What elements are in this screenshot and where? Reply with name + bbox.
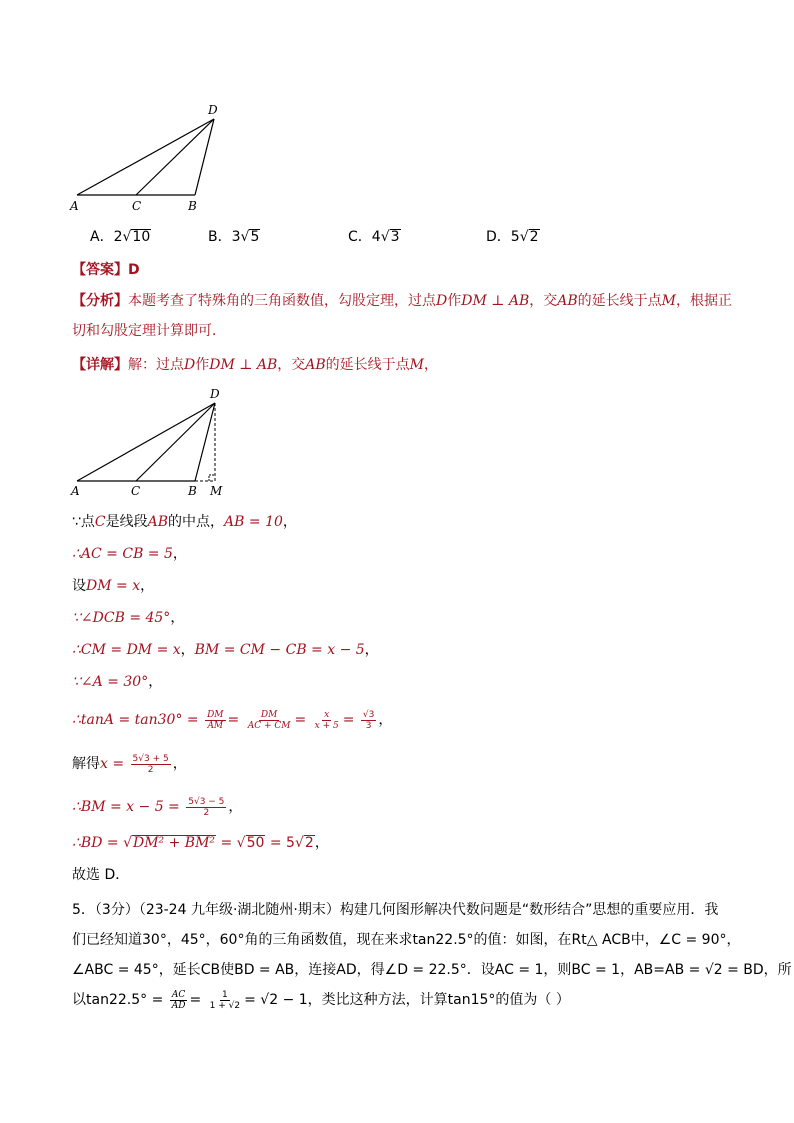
equation: BM = CM − CB = x − 5 [194, 642, 365, 658]
denominator: x + 5 [314, 720, 339, 731]
step-text: ， [282, 514, 297, 530]
point-d: D [436, 293, 448, 309]
right-angle-mark [209, 475, 215, 481]
equals-sign: = [189, 992, 202, 1008]
analysis-line-2 [72, 320, 226, 342]
ab-value: AB = 10 [224, 514, 283, 530]
fraction [313, 710, 341, 731]
fraction [205, 710, 225, 731]
analysis-tag: 【分析】 [72, 293, 128, 309]
step-10: ∴BD = √DM² + BM² = √50 = 5√2， [72, 835, 329, 851]
step-text: ， [180, 642, 195, 658]
segment-ad [77, 403, 215, 481]
step-text: ， [172, 546, 187, 562]
option-radicand: 3 [390, 229, 400, 245]
step-text: ， [170, 610, 185, 626]
label-b: B [188, 199, 197, 213]
equation: ∴BD = [72, 835, 119, 851]
point-m: M [409, 357, 425, 373]
segment-bd [195, 403, 215, 481]
step-1 [72, 511, 297, 533]
numerator: DM [207, 709, 224, 720]
numerator: 1 [222, 989, 228, 1000]
denominator: AD [171, 1000, 186, 1011]
label-c: C [131, 484, 141, 498]
denominator: 3 [365, 720, 372, 731]
step-text: ， [148, 674, 163, 690]
segment-cd [136, 119, 214, 195]
equals-sign: = [220, 835, 233, 851]
segment-ab-ref: AB [305, 357, 326, 373]
fraction [208, 990, 242, 1011]
label-b: B [188, 484, 197, 498]
radicand: 50 [246, 835, 265, 851]
label-c: C [132, 199, 142, 213]
step-11 [72, 864, 129, 886]
triangle-figure-2-svg [60, 384, 250, 499]
denominator: 1 + √2 [209, 1000, 241, 1011]
denominator: 2 [147, 764, 154, 775]
question-text: 们已经知道30°，45°，60°角的三角函数值，现在来求tan22.5°的值：如图，在Rt△ ACB中，∠C = 90°， [72, 932, 741, 948]
segment-ab-ref: AB [147, 514, 169, 530]
option-letter: C． [348, 229, 372, 245]
equation: DM = x [86, 578, 141, 594]
question-text: ∠ABC = 45°，延长CB使BD = AB，连接AD，得∠D = 22.5°．设AC = 1，则BC = 1，AB=AB = √2 = BD，所 [72, 962, 792, 978]
step-text: ， [314, 835, 329, 851]
step-6 [72, 671, 162, 693]
option-coef: 3 [231, 229, 241, 245]
point-c: C [94, 514, 106, 530]
step-text: 是线段 [105, 514, 148, 530]
perpendicular-expr: DM ⊥ AB [209, 357, 278, 373]
step-3 [72, 575, 154, 597]
option-letter: A． [90, 229, 114, 245]
detail-text: 解：过点 [128, 357, 184, 373]
segment-ab-ref: AB [557, 293, 578, 309]
fraction [361, 710, 376, 731]
equals-sign: = [227, 712, 240, 728]
denominator: AC + CM [247, 720, 291, 731]
question-text: 5．（3分）（23-24 九年级·湖北随州·期末）构建几何图形解决代数问题是“数形结合”思想的重要应用．我 [72, 902, 719, 918]
question-text: = √2 − 1，类比这种方法，计算tan15°的值为（ ） [244, 992, 570, 1008]
step-text: ， [172, 756, 187, 772]
analysis-text: 本题考查了特殊角的三角函数值，勾股定理，过点 [128, 293, 436, 309]
label-a: A [71, 484, 80, 498]
step-text: 解得 [72, 756, 100, 772]
detail-text: ， [424, 357, 439, 373]
analysis-text: ，交 [529, 293, 558, 309]
step-text: ， [378, 712, 393, 728]
equation: ∴AC = CB = 5 [72, 546, 173, 562]
step-text: ， [228, 799, 243, 815]
step-text: ∵点 [72, 514, 95, 530]
label-d: D [208, 103, 218, 117]
radicand: DM² + BM² [132, 835, 216, 851]
triangle-figure-1 [60, 100, 240, 215]
step-text: 的中点， [168, 514, 225, 530]
segment-cd [136, 403, 215, 481]
option-coef: 5 [510, 229, 520, 245]
point-d: D [184, 357, 196, 373]
option-radicand: 5 [250, 229, 260, 245]
answer-value: D [128, 262, 140, 278]
radicand: 2 [304, 835, 314, 851]
question-text-line-4 [72, 985, 722, 1015]
answer-tag: 【答案】 [72, 262, 128, 278]
analysis-text: 的延长线于点 [577, 293, 662, 309]
option-coef: 2 [113, 229, 123, 245]
analysis-text: 作 [447, 293, 462, 309]
segment-ad [77, 119, 214, 195]
label-d: D [210, 387, 220, 401]
option-letter: D． [486, 229, 511, 245]
option-d[interactable]: D．5√2 [486, 229, 539, 245]
triangle-figure-2 [60, 384, 250, 499]
denominator: AM [207, 720, 224, 731]
option-a[interactable]: A．2√10 [90, 229, 151, 245]
step-text: ， [140, 578, 155, 594]
option-radicand: 10 [132, 229, 151, 245]
point-m: M [661, 293, 677, 309]
detail-tag: 【详解】 [72, 357, 128, 373]
equation: ∴BM = x − 5 = [72, 799, 180, 815]
option-b[interactable]: B．3√5 [208, 229, 260, 245]
denominator: 2 [203, 807, 210, 818]
fraction [246, 710, 293, 731]
numerator: DM [260, 709, 278, 720]
analysis-text: 切和勾股定理计算即可． [72, 323, 226, 339]
fraction [170, 990, 188, 1011]
equation: ∴CM = DM = x [72, 642, 181, 658]
equation: ∵∠DCB = 45° [72, 610, 171, 626]
detail-line [72, 354, 438, 376]
analysis-line-1 [72, 290, 732, 312]
equation: = 5 [269, 835, 295, 851]
label-m: M [210, 484, 223, 498]
detail-text: 的延长线于点 [325, 357, 410, 373]
segment-bd [195, 119, 214, 195]
option-radicand: 2 [529, 229, 539, 245]
analysis-text: ，根据正 [676, 293, 733, 309]
perpendicular-expr: DM ⊥ AB [461, 293, 530, 309]
numerator: 5√3 + 5 [132, 753, 169, 764]
fraction [186, 797, 226, 818]
option-c[interactable]: C．4√3 [348, 229, 400, 245]
step-7: ∴tanA = tan30° = $\frac{DM}{AM}$ = $\frac{DM}{AC + CM}$ = $\frac{x}{x + 5}$ = $\frac{√3}{3}$ ， [72, 709, 393, 731]
numerator: x [324, 709, 330, 720]
step-5 [72, 639, 379, 661]
step-text: 设 [72, 578, 86, 594]
step-4 [72, 607, 184, 629]
detail-text: ，交 [277, 357, 306, 373]
conclusion-text: 故选 D． [72, 867, 130, 883]
detail-text: 作 [195, 357, 210, 373]
label-a: A [70, 199, 79, 213]
numerator: 5√3 − 5 [188, 796, 225, 807]
equation: x = [100, 756, 125, 772]
step-2 [72, 543, 187, 565]
question-text: 以tan22.5° = [72, 992, 164, 1008]
fraction [131, 754, 171, 775]
step-8 [72, 750, 187, 778]
option-coef: 4 [371, 229, 381, 245]
numerator: AC [171, 989, 186, 1000]
question-5 [72, 895, 792, 1015]
option-letter: B． [208, 229, 232, 245]
answer-options [90, 226, 690, 250]
answer-line [72, 259, 140, 281]
triangle-figure-1-svg [60, 100, 240, 215]
equation: ∴tanA = tan30° = [72, 712, 199, 728]
step-text: ， [364, 642, 379, 658]
step-9 [72, 793, 242, 821]
numerator: √3 [362, 709, 375, 720]
equation: ∵∠A = 30° [72, 674, 149, 690]
